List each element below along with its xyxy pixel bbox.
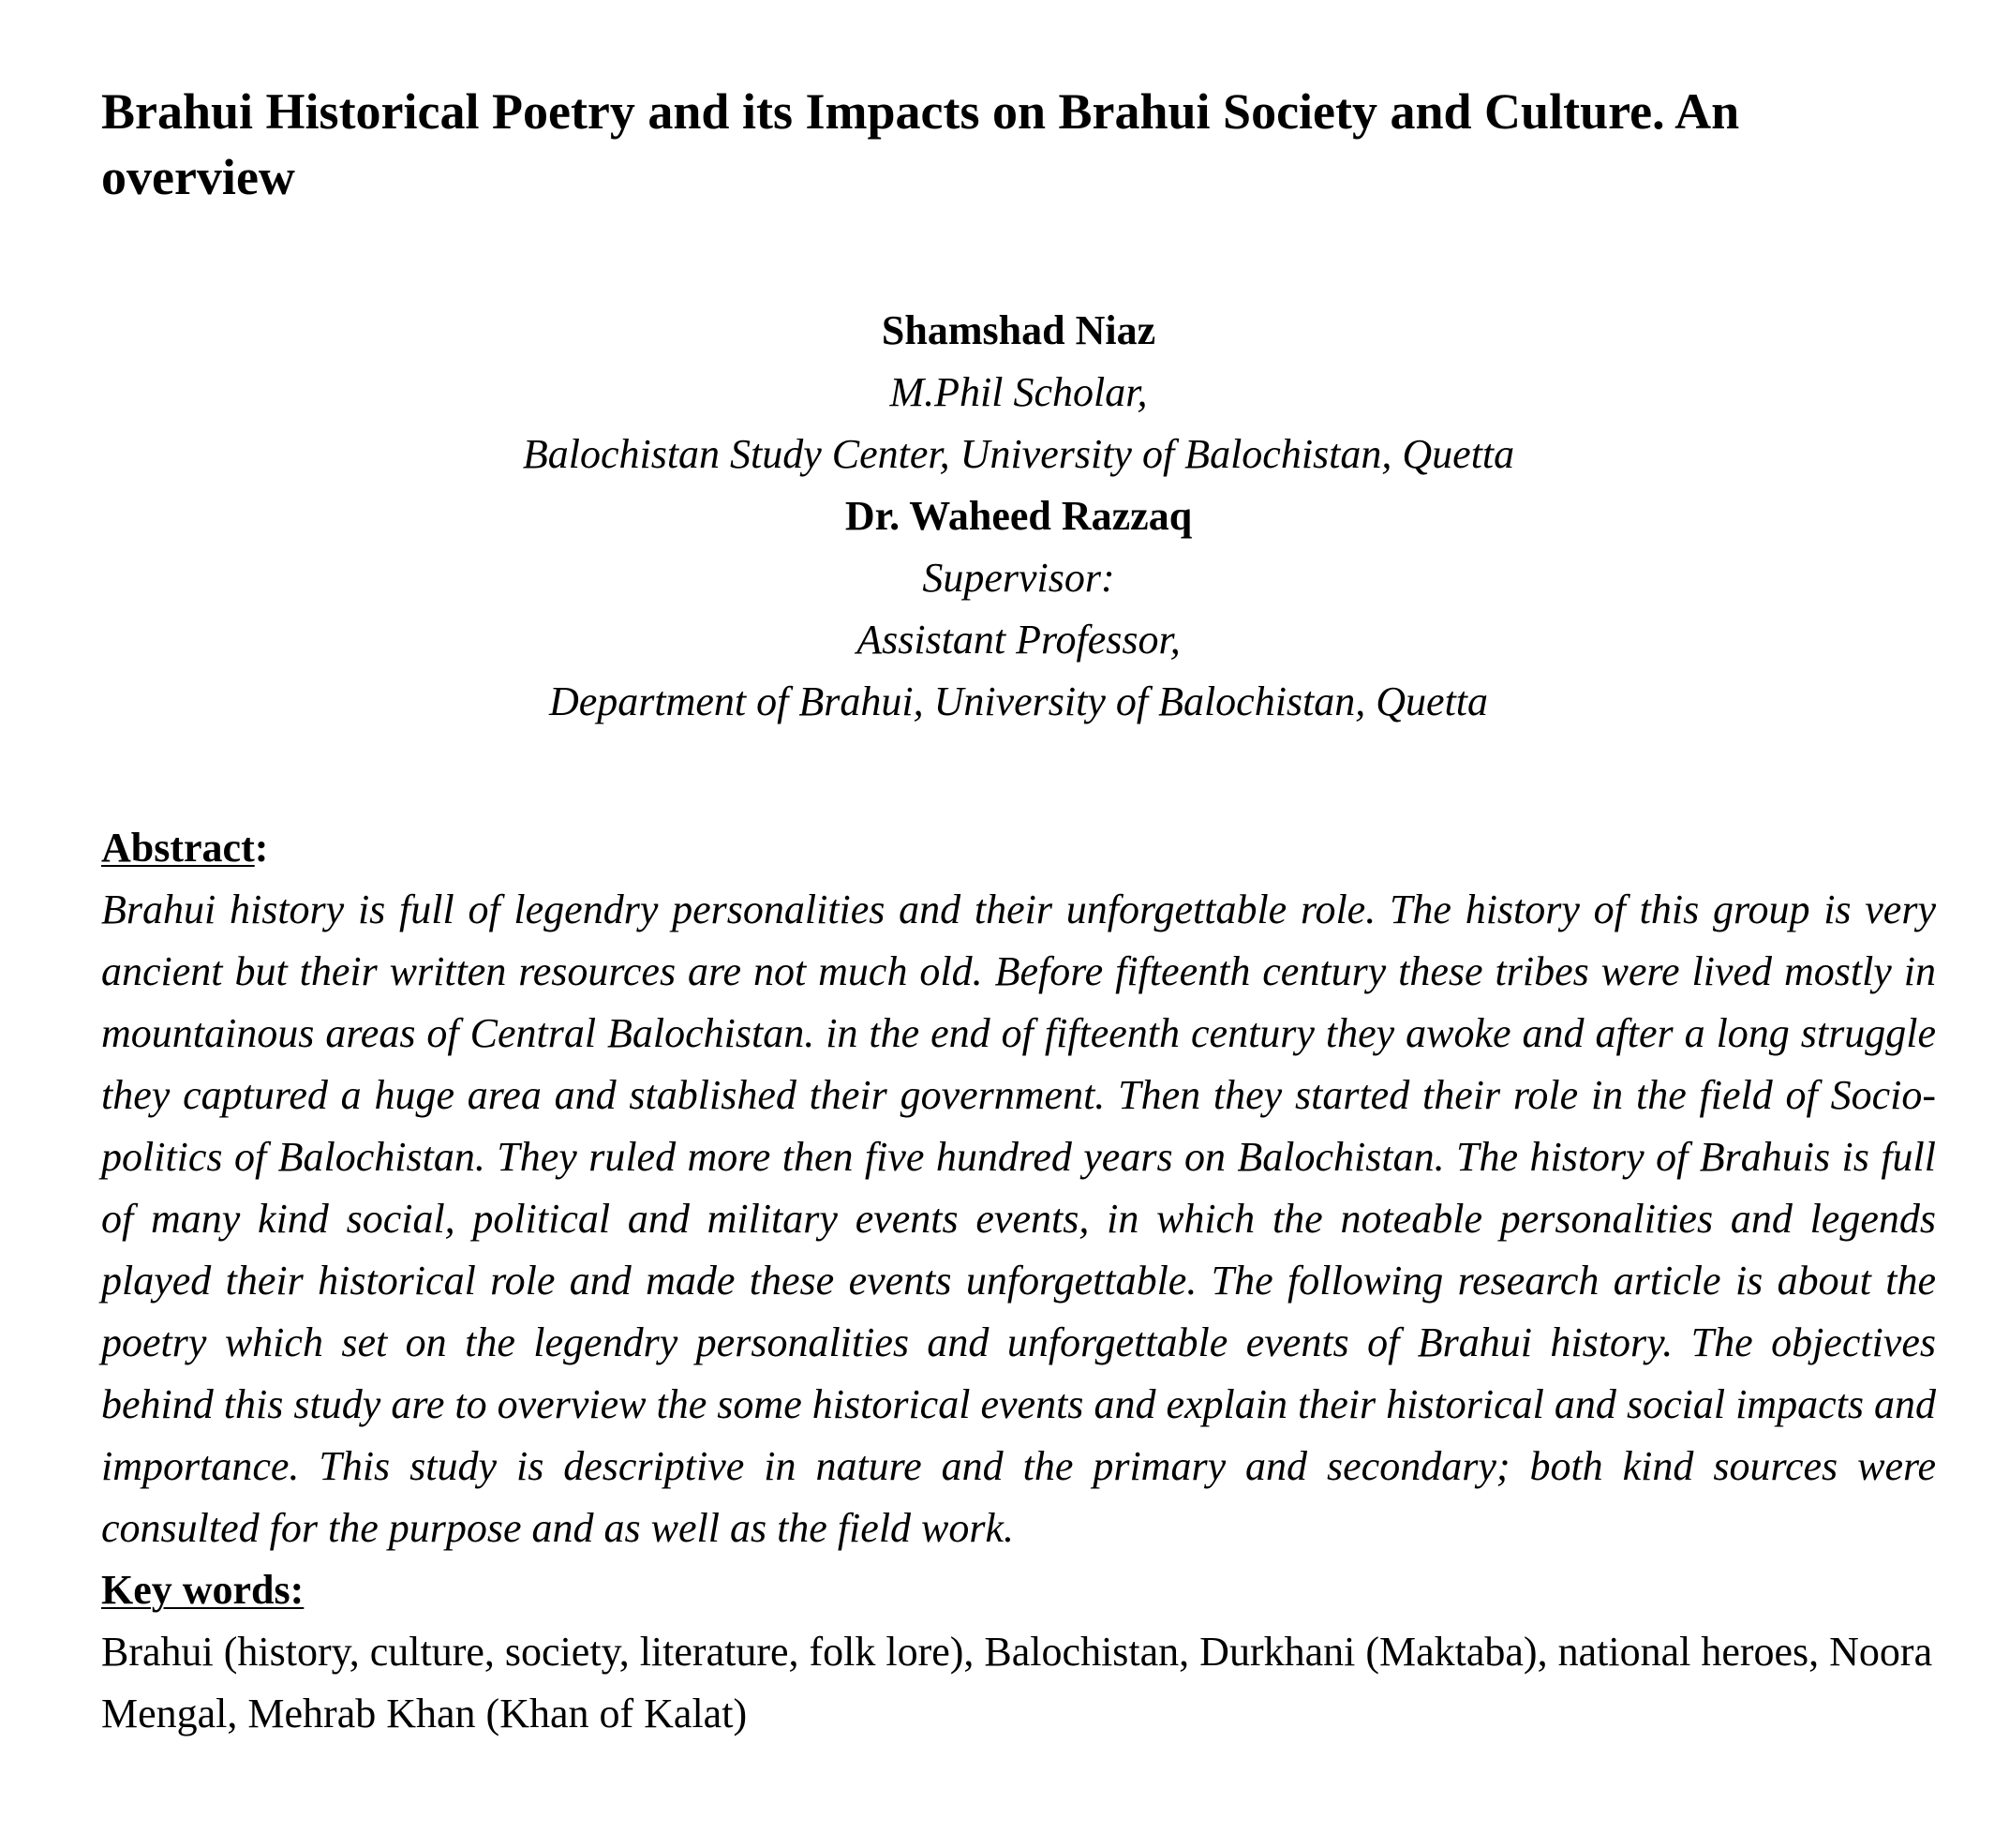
author-affiliation: Assistant Professor,	[856, 617, 1181, 663]
author-affiliation: Balochistan Study Center, University of Balochistan, Quetta	[522, 431, 1515, 477]
keywords-heading-label: Key words:	[101, 1567, 305, 1613]
author-name: Dr. Waheed Razzaq	[844, 493, 1193, 539]
author-affiliation: M.Phil Scholar,	[889, 369, 1148, 415]
keywords-heading	[101, 1559, 1936, 1621]
paper-title: Brahui Historical Poetry and its Impacts on Brahui Society and Culture. An overview	[101, 83, 1740, 205]
abstract-heading-colon: :	[254, 825, 269, 871]
abstract-text: Brahui history is full of legendry personalities and their unforgettable role. The history of this group is very ancient but their written resources are not much old. Before fifteenth century these tribes were lived mostly in mountainous areas of Central Balochistan. in the end of fifteenth century they awoke and after a long struggle they captured a huge area and stablished their government. Then they started their role in the field of Socio-politics of Balochistan. They ruled more then five hundred years on Balochistan. The history of Brahuis is full of many kind social, political and military events events, in which the noteable personalities and legends played their historical role and made these events unforgettable. The following research article is about the poetry which set on the legendry personalities and unforgettable events of Brahui history. The objectives behind this study are to overview the some historical events and explain their historical and social impacts and importance. This study is descriptive in nature and the primary and secondary; both kind sources were consulted for the purpose and as well as the field work.	[101, 887, 1936, 1551]
abstract-heading	[101, 817, 1936, 879]
author-affiliation: Supervisor:	[922, 555, 1115, 601]
author-block	[101, 300, 1936, 733]
author-name: Shamshad Niaz	[881, 307, 1156, 353]
author-affiliation: Department of Brahui, University of Balochistan, Quetta	[548, 678, 1489, 724]
abstract-heading-label: Abstract	[101, 825, 255, 871]
keywords-text: Brahui (history, culture, society, literature, folk lore), Balochistan, Durkhani (Maktaba), national heroes, Noora Mengal, Mehrab Khan (Khan of Kalat)	[101, 1629, 1933, 1736]
paper-page	[101, 79, 1936, 1745]
